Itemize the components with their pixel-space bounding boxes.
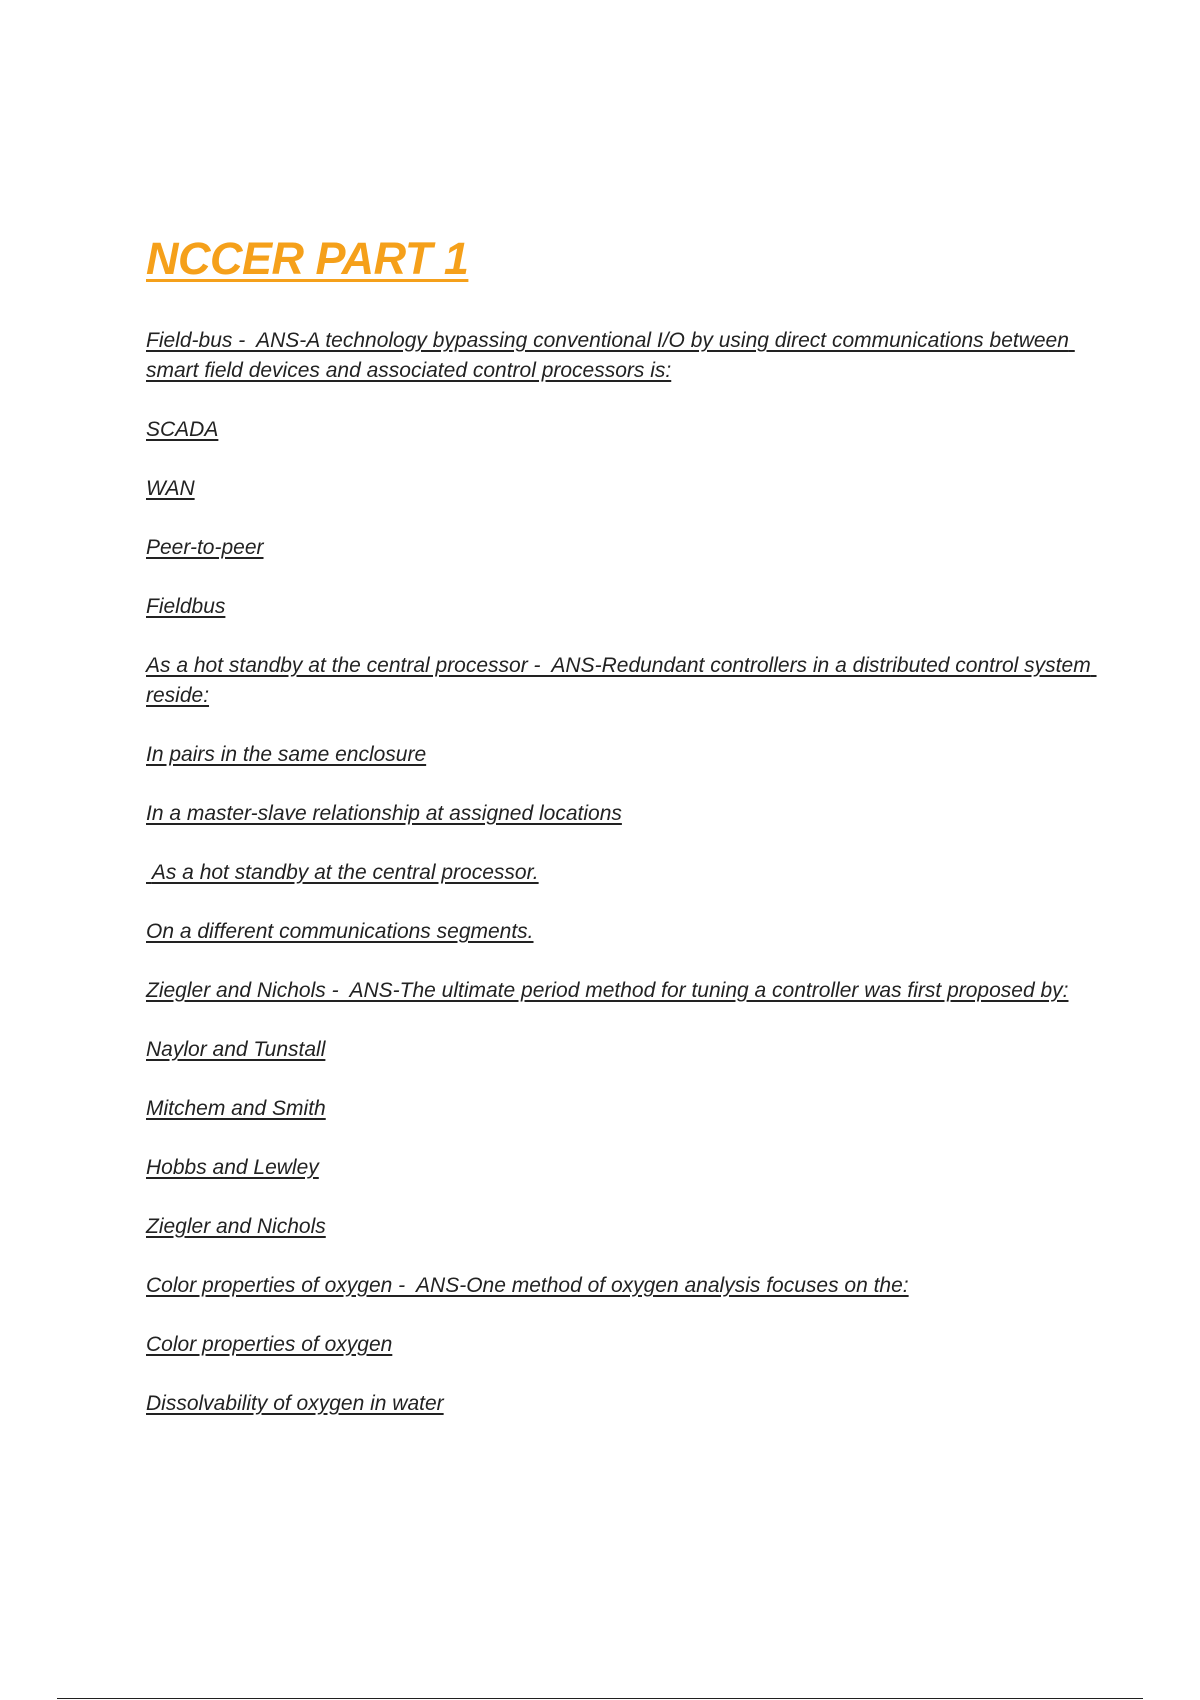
document-body [146,232,1096,1448]
option-master-slave: In a master-slave relationship at assigned locations [146,802,622,825]
option-scada: SCADA [146,418,219,441]
option-peer-to-peer: Peer-to-peer [146,536,264,559]
question-ultimate-period: Ziegler and Nichols - ANS-The ultimate period method for tuning a controller was first proposed by: [146,979,1069,1002]
option-different-segments: On a different communications segments. [146,920,534,943]
question-oxygen-analysis: Color properties of oxygen - ANS-One method of oxygen analysis focuses on the: [146,1274,909,1297]
option-ziegler-nichols: Ziegler and Nichols [146,1215,326,1238]
option-naylor-tunstall: Naylor and Tunstall [146,1038,326,1061]
option-in-pairs: In pairs in the same enclosure [146,743,427,766]
option-color-properties: Color properties of oxygen [146,1333,393,1356]
option-hot-standby: As a hot standby at the central processor. [146,861,539,884]
option-hobbs-lewley: Hobbs and Lewley [146,1156,319,1179]
option-dissolvability: Dissolvability of oxygen in water [146,1392,444,1415]
document-title: NCCER PART 1 [146,233,469,284]
question-redundant-controllers: As a hot standby at the central processor - ANS-Redundant controllers in a distributed control system reside: [146,654,1097,707]
page-bottom-rule [57,1698,1143,1699]
option-fieldbus: Fieldbus [146,595,226,618]
option-wan: WAN [146,477,195,500]
option-mitchem-smith: Mitchem and Smith [146,1097,326,1120]
question-fieldbus: Field-bus - ANS-A technology bypassing conventional I/O by using direct communications between smart field devices and associated control processors is: [146,329,1075,382]
